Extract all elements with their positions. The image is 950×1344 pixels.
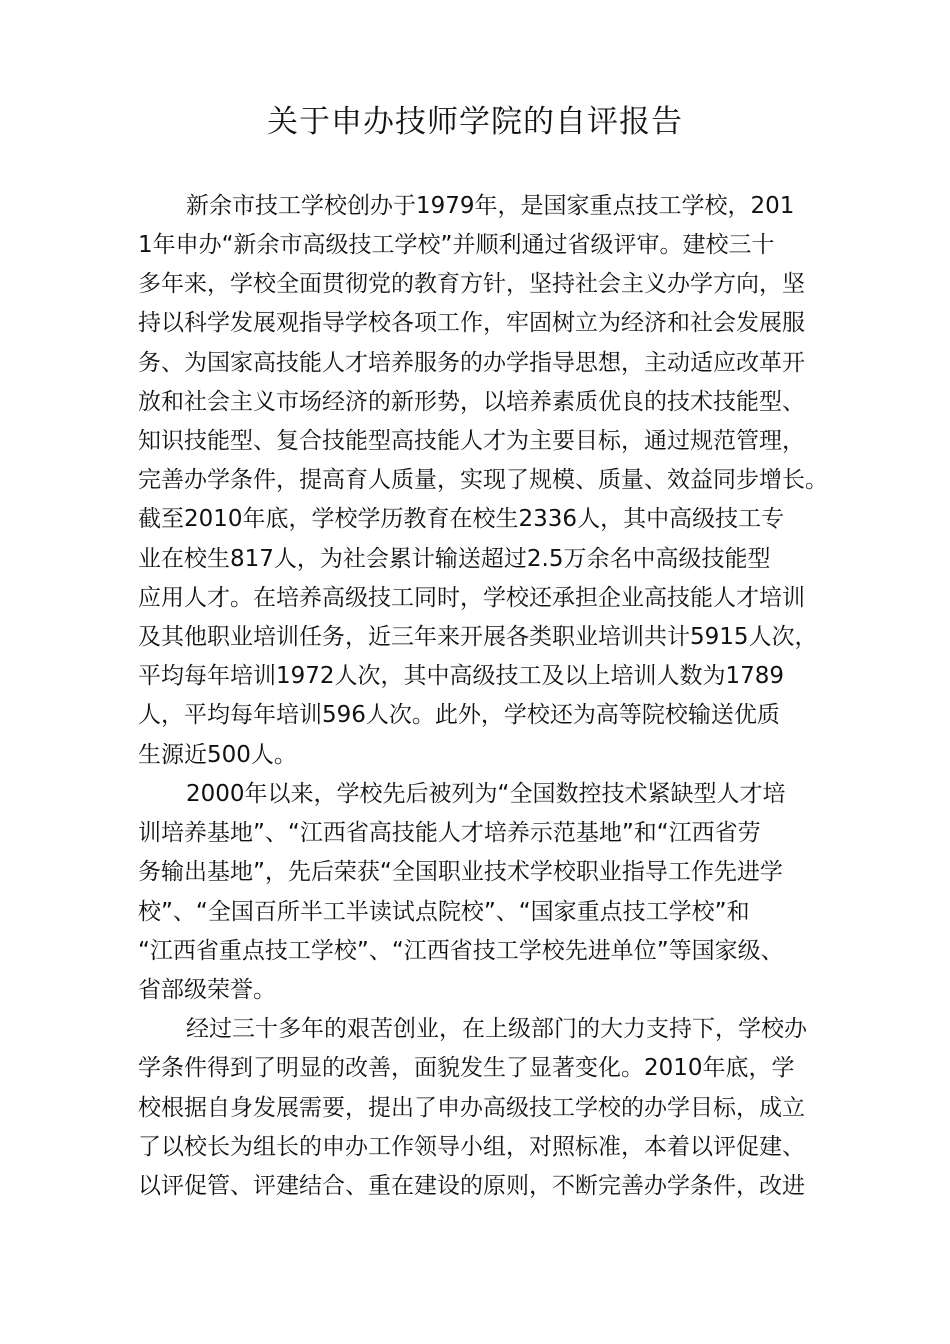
paragraph-3-line: 学条件得到了明显的改善，面貌发生了显著变化。2010年底，学 [138,1055,795,1081]
paragraph-1-line: 应用人才。在培养高级技工同时，学校还承担企业高技能人才培训 [138,585,805,611]
paragraph-1-line: 平均每年培训1972人次，其中高级技工及以上培训人数为1789 [138,663,785,689]
paragraph-3-line: 了以校长为组长的申办工作领导小组，对照标准，本着以评促建、 [138,1134,805,1160]
document-title: 关于申办技师学院的自评报告 [267,104,683,140]
paragraph-1-line: 截至2010年底，学校学历教育在校生2336人，其中高级技工专 [138,506,785,532]
paragraph-1-line: 持以科学发展观指导学校各项工作，牢固树立为经济和社会发展服 [138,310,805,336]
paragraph-1-line: 1年申办“新余市高级技工学校”并顺利通过省级评审。建校三十 [138,232,775,258]
paragraph-3-line: 校根据自身发展需要，提出了申办高级技工学校的办学目标，成立 [138,1095,805,1121]
paragraph-2-line: “江西省重点技工学校”、“江西省技工学校先进单位”等国家级、 [138,938,784,964]
paragraph-1-line: 业在校生817人，为社会累计输送超过2.5万余名中高级技能型 [138,546,771,572]
paragraph-3-line: 经过三十多年的艰苦创业，在上级部门的大力支持下，学校办 [186,1016,807,1042]
paragraph-2-line: 训培养基地”、“江西省高技能人才培养示范基地”和“江西省劳 [138,820,761,846]
paragraph-2-line: 省部级荣誉。 [138,977,276,1003]
paragraph-1-line: 多年来，学校全面贯彻党的教育方针，坚持社会主义办学方向，坚 [138,271,805,297]
paragraph-1-line: 人，平均每年培训596人次。此外，学校还为高等院校输送优质 [138,702,780,728]
paragraph-1-line: 新余市技工学校创办于1979年，是国家重点技工学校，201 [186,193,795,219]
paragraph-1-line: 知识技能型、复合技能型高技能人才为主要目标，通过规范管理， [138,428,805,454]
paragraph-1-line: 及其他职业培训任务，近三年来开展各类职业培训共计5915人次， [138,624,818,650]
paragraph-1-line: 务、为国家高技能人才培养服务的办学指导思想，主动适应改革开 [138,350,805,376]
paragraph-1-line: 放和社会主义市场经济的新形势，以培养素质优良的技术技能型、 [138,389,805,415]
paragraph-2-line: 务输出基地”，先后荣获“全国职业技术学校职业指导工作先进学 [138,859,783,885]
paragraph-3-line: 以评促管、评建结合、重在建设的原则，不断完善办学条件，改进 [138,1173,805,1199]
paragraph-2-line: 2000年以来，学校先后被列为“全国数控技术紧缺型人才培 [186,781,786,807]
paragraph-1-line: 完善办学条件，提高育人质量，实现了规模、质量、效益同步增长。 [138,467,828,493]
paragraph-2-line: 校”、“全国百所半工半读试点院校”、“国家重点技工学校”和 [138,899,750,925]
paragraph-1-line: 生源近500人。 [138,742,297,768]
